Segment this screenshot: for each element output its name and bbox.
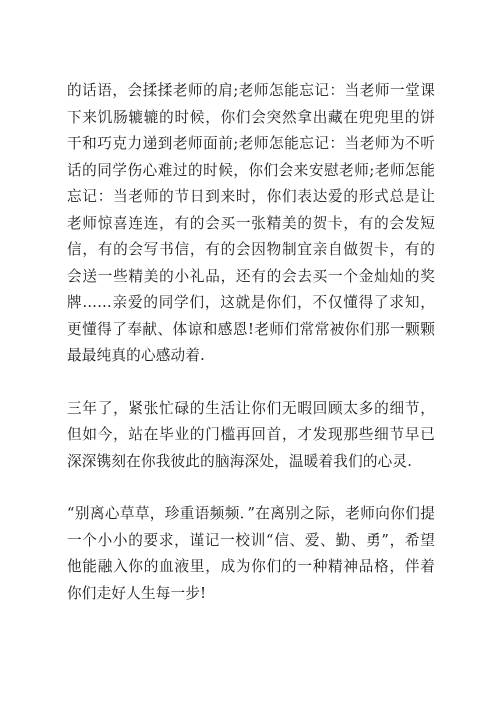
- paragraph-memories: 的话语，会揉揉老师的肩;老师怎能忘记：当老师一堂课下来饥肠辘辘的时候，你们会突然拿出藏在兜兜里的饼干和巧克力递到老师面前;老师怎能忘记：当老师为不听话的同学伤心难过的时候，你们会来安慰老师;老师怎能忘记：当老师的节日到来时，你们表达爱的形式总是让老师惊喜连连，有的会买一张精美的贺卡，有的会发短信，有的会写书信，有的会因物制宜亲自做贺卡，有的会送一些精美的小礼品，还有的会去买一个金灿灿的奖牌……亲爱的同学们，这就是你们，不仅懂得了求知，更懂得了奉献、体谅和感恩!老师们常常被你们那一颗颗最最纯真的心感动着.: [67, 82, 435, 364]
- document-page: [67, 78, 435, 607]
- paragraph-farewell: “别离心草草，珍重语频频．”在离别之际，老师向你们提一个小小的要求，谨记一校训“信、爱、勤、勇”，希望他能融入你的血液里，成为你们的一种精神品格，伴着你们走好人生每一步!: [67, 505, 435, 602]
- paragraph-three-years: 三年了，紧张忙碌的生活让你们无暇回顾太多的细节，但如今，站在毕业的门槛再回首，才发现那些细节早已深深镌刻在你我彼此的脑海深处，温暖着我们的心灵.: [67, 399, 435, 470]
